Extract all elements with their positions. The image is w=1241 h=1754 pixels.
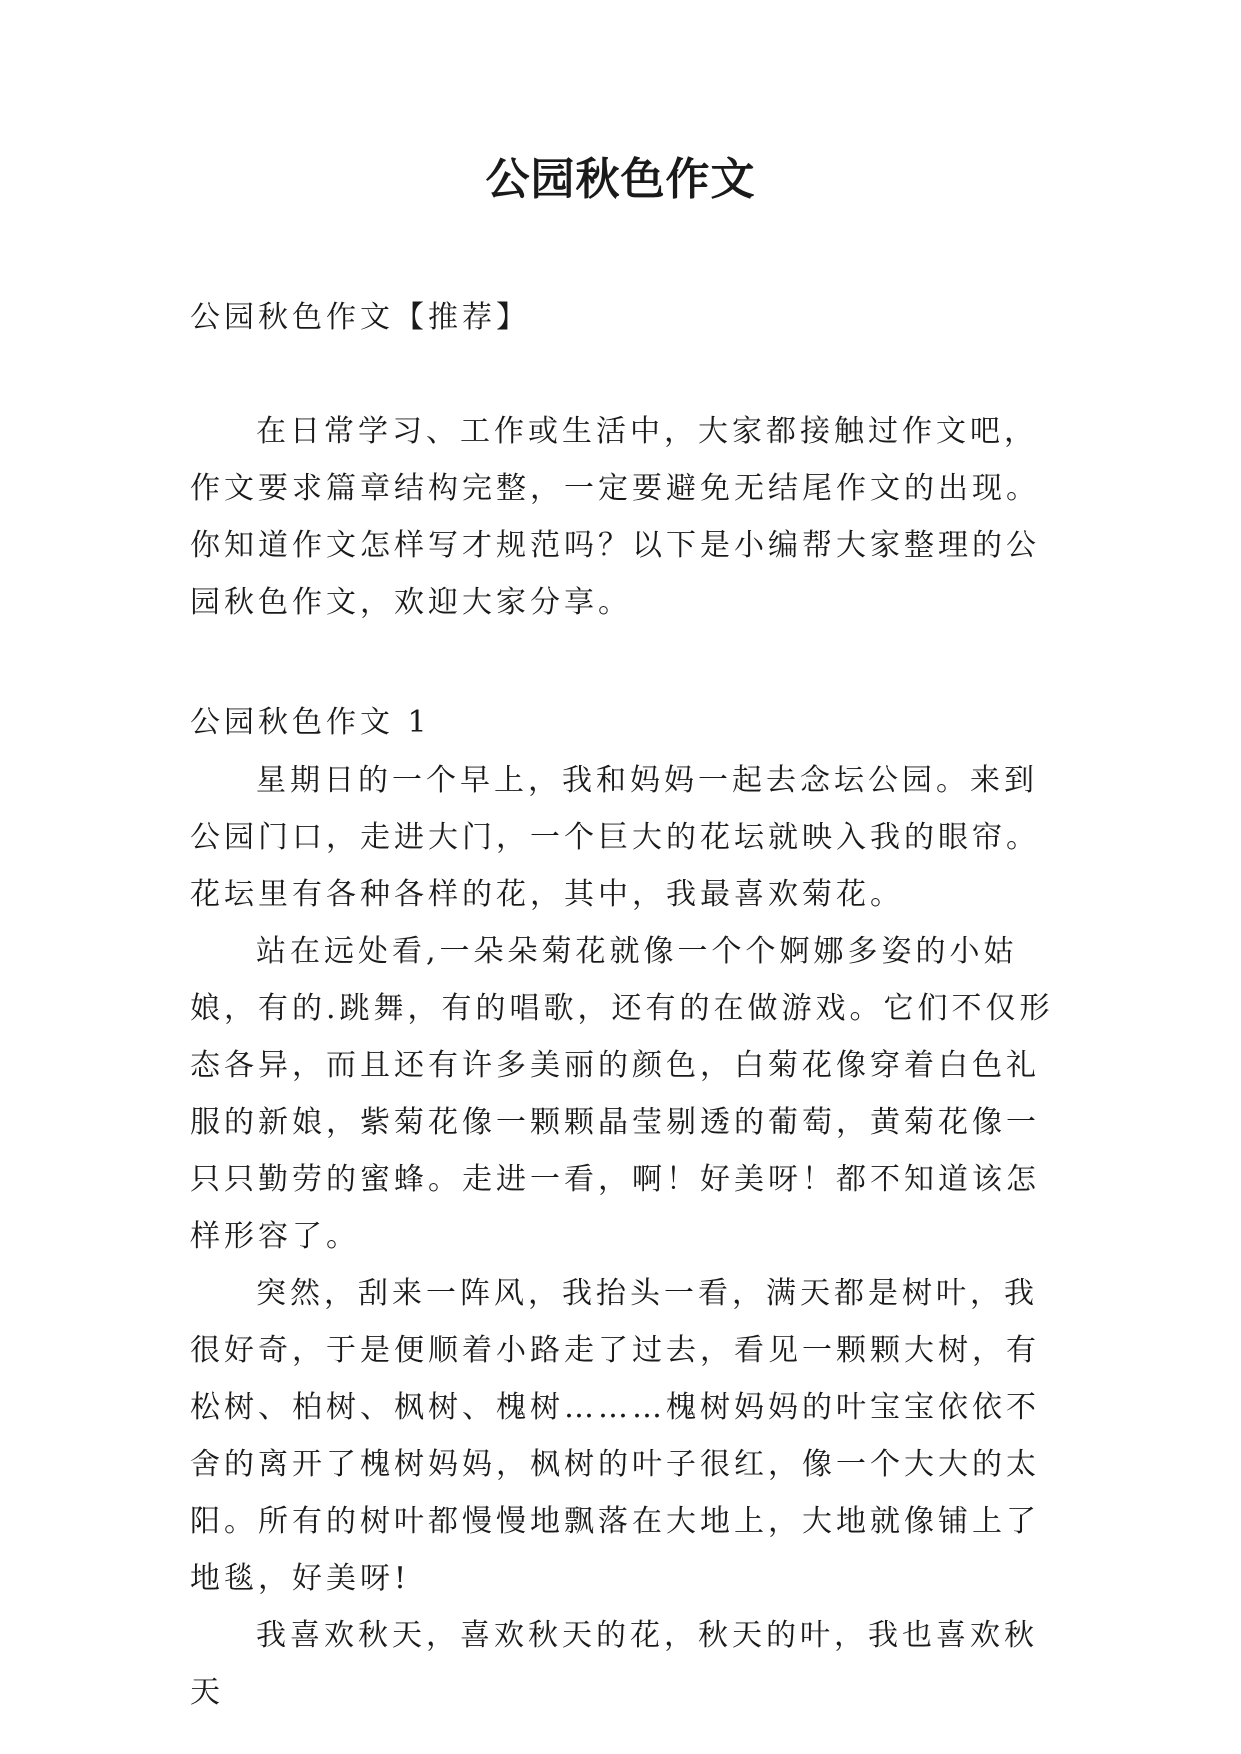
intro-text: 在日常学习、工作或生活中，大家都接触过作文吧，作文要求篇章结构完整，一定要避免无结尾作文的出现。你知道作文怎样写才规范吗？以下是小编帮大家整理的公园秋色作文，欢迎大家分享。 [190, 414, 1040, 620]
essay-paragraph-1: 星期日的一个早上，我和妈妈一起去念坛公园。来到公园门口，走进大门，一个巨大的花坛就映入我的眼帘。花坛里有各种各样的花，其中，我最喜欢菊花。 [190, 763, 1040, 912]
essay-heading: 公园秋色作文 1 [190, 705, 431, 740]
essay-paragraph-3: 突然，刮来一阵风，我抬头一看，满天都是树叶，我很好奇，于是便顺着小路走了过去，看见一颗颗大树，有松树、柏树、枫树、槐树………槐树妈妈的叶宝宝依依不舍的离开了槐树妈妈，枫树的叶子很红，像一个大大的太阳。所有的树叶都慢慢地飘落在大地上，大地就像铺上了地毯，好美呀! [190, 1276, 1040, 1596]
essay-paragraph-4: 我喜欢秋天，喜欢秋天的花，秋天的叶，我也喜欢秋天 [190, 1618, 1038, 1710]
essay-paragraph-2: 站在远处看,一朵朵菊花就像一个个婀娜多姿的小姑娘，有的.跳舞，有的唱歌，还有的在做游戏。它们不仅形态各异，而且还有许多美丽的颜色，白菊花像穿着白色礼服的新娘，紫菊花像一颗颗晶莹剔透的葡萄，黄菊花像一只只勤劳的蜜蜂。走进一看，啊！好美呀！都不知道该怎样形容了。 [190, 934, 1054, 1254]
intro-paragraph [190, 403, 1060, 631]
document-title: 公园秋色作文 [485, 154, 756, 205]
essay-body [190, 752, 1060, 1721]
document-subtitle: 公园秋色作文【推荐】 [190, 300, 530, 335]
